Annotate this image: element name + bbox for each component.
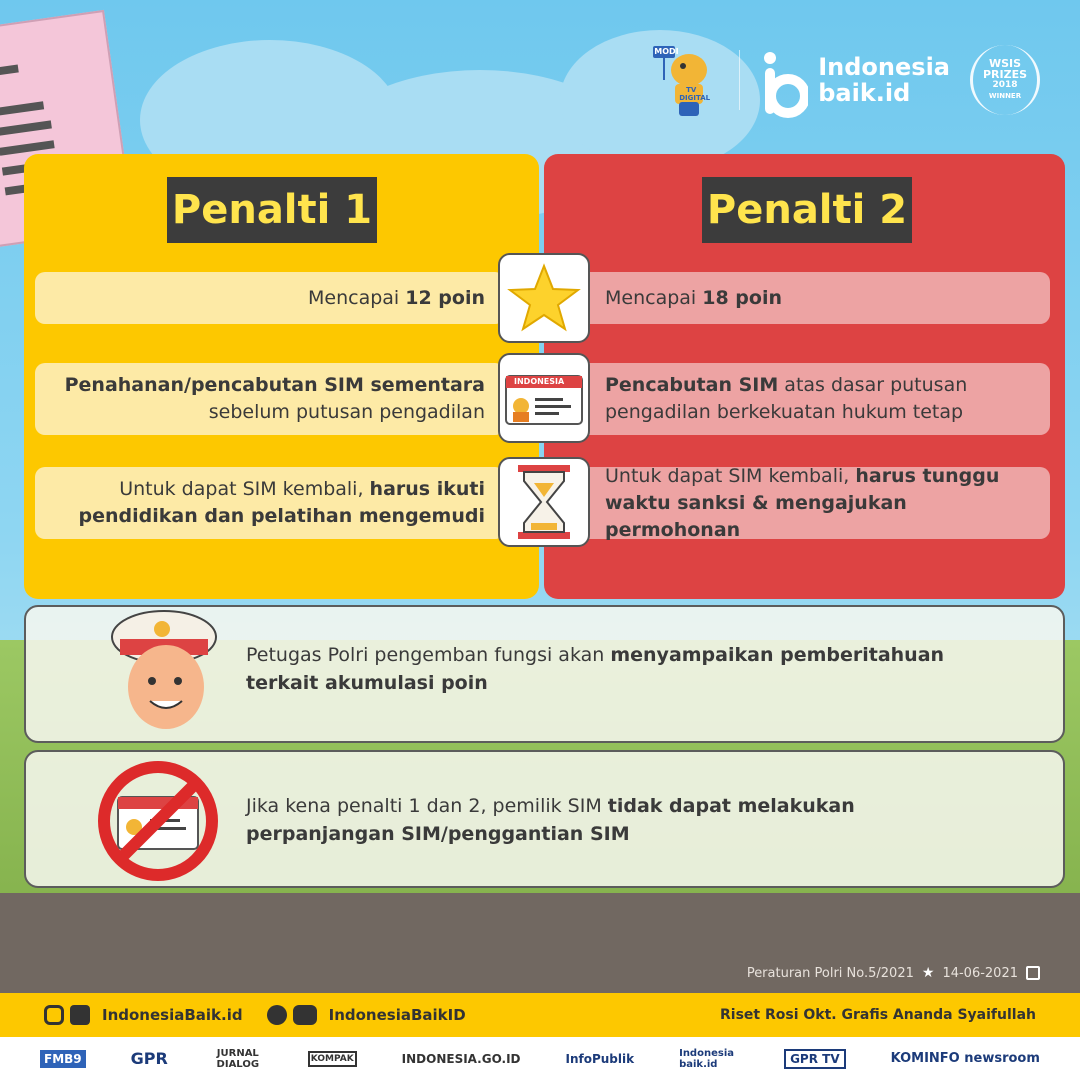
social-group-2 xyxy=(267,1005,466,1025)
row-bold-text: pendidikan dan pelatihan mengemudi xyxy=(78,505,485,527)
kompak-logo[interactable]: KOMPAK xyxy=(308,1051,357,1067)
sim-card-icon xyxy=(498,353,590,443)
row-text: Mencapai xyxy=(605,286,703,309)
ib-mark-icon xyxy=(760,50,808,110)
twitter-icon[interactable] xyxy=(267,1005,287,1025)
row-bold-text: waktu sanksi & mengajukan permohonan xyxy=(605,491,907,541)
penalti2-recover-row xyxy=(580,464,1050,541)
penalti2-sim-row xyxy=(580,363,1050,435)
kominfo-newsroom-logo[interactable]: KOMINFO newsroom xyxy=(890,1051,1040,1066)
jurnal-dialog-logo[interactable]: JURNAL DIALOG xyxy=(216,1047,260,1070)
youtube-icon[interactable] xyxy=(293,1005,317,1025)
row-text: Untuk dapat SIM kembali, xyxy=(119,478,370,500)
police-info-box xyxy=(24,605,1065,743)
info-bold-text: tidak dapat melakukan xyxy=(607,795,855,817)
penalti1-sim-row xyxy=(35,363,505,435)
info-text: Jika kena penalti 1 dan 2, pemilik SIM xyxy=(246,795,608,817)
brand-name-line1: Indonesia xyxy=(818,53,950,81)
indonesiabaik-small-logo[interactable]: Indonesia baik.id xyxy=(679,1047,734,1070)
hourglass-icon xyxy=(498,457,590,547)
penalti2-title: Penalti 2 xyxy=(702,177,912,243)
row-text: Untuk dapat SIM kembali, xyxy=(605,464,856,487)
row-bold-text: harus ikuti xyxy=(369,478,485,500)
row-bold-text: 12 poin xyxy=(405,286,485,309)
footer-social-bar xyxy=(0,993,1080,1037)
info-bold-text: menyampaikan pemberitahuan xyxy=(610,644,945,666)
row-bold-text: 18 poin xyxy=(702,286,782,309)
info-bold-text: perpanjangan SIM/penggantian SIM xyxy=(246,823,630,845)
gpr-logo[interactable]: GPR xyxy=(130,1049,168,1068)
penalti1-recover-row xyxy=(35,467,505,539)
sim-card-label: INDONESIA xyxy=(514,377,565,386)
mascot-logo xyxy=(649,40,719,120)
row-text: pengadilan berkekuatan hukum tetap xyxy=(605,401,964,423)
mascot-label: TV DIGITAL xyxy=(679,86,711,102)
award-line2: PRIZES xyxy=(982,68,1028,81)
credit-text: Riset Rosi Okt. Grafis Ananda Syaifullah xyxy=(720,1007,1036,1023)
calendar-icon xyxy=(1026,966,1040,980)
source-text: Peraturan Polri No.5/2021 xyxy=(746,965,914,981)
mascot-banner: MODI xyxy=(654,47,679,56)
social-handle-2[interactable]: IndonesiaBaikID xyxy=(328,1006,466,1024)
row-text: atas dasar putusan xyxy=(778,374,968,396)
brand-name-line2: baik.id xyxy=(818,79,911,107)
penalti2-points-row xyxy=(580,272,1050,324)
facebook-icon[interactable] xyxy=(70,1005,90,1025)
row-bold-text: Pencabutan SIM xyxy=(605,374,779,396)
prohibition-info-box xyxy=(24,750,1065,888)
penalti1-title: Penalti 1 xyxy=(167,177,377,243)
fmb9-logo[interactable]: FMB9 xyxy=(40,1050,86,1068)
police-info-text xyxy=(246,641,1003,697)
police-officer-icon xyxy=(106,597,226,737)
prohibition-info-text xyxy=(246,792,1003,848)
pin-icon: ★ xyxy=(921,965,935,981)
award-line3: 2018 xyxy=(992,80,1018,90)
gpr-tv-logo[interactable]: GPR TV xyxy=(784,1049,846,1069)
wsis-award-badge xyxy=(970,45,1040,115)
source-line xyxy=(747,965,1040,981)
row-text: sebelum putusan pengadilan xyxy=(208,401,485,423)
award-line1: WSIS xyxy=(988,57,1022,70)
footer-logos xyxy=(0,1037,1080,1080)
prohibited-sim-icon xyxy=(94,757,222,885)
source-date: 14-06-2021 xyxy=(942,965,1018,981)
info-bold-text: terkait akumulasi poin xyxy=(246,672,488,694)
header-logos xyxy=(649,40,1040,120)
infopublik-logo[interactable]: InfoPublik xyxy=(565,1051,635,1066)
row-bold-text: Penahanan/pencabutan SIM sementara xyxy=(64,374,485,396)
instagram-icon[interactable] xyxy=(44,1005,64,1025)
info-text: Petugas Polri pengemban fungsi akan xyxy=(246,644,611,666)
award-line4: WINNER xyxy=(988,92,1022,100)
social-handle-1[interactable]: IndonesiaBaik.id xyxy=(102,1006,243,1024)
social-group-1 xyxy=(44,1005,243,1025)
logo-divider xyxy=(739,50,740,110)
row-bold-text: harus tunggu xyxy=(855,464,1000,487)
star-icon xyxy=(498,253,590,343)
indonesia-go-id-logo[interactable]: INDONESIA.GO.ID xyxy=(401,1051,521,1066)
indonesiabaik-logo xyxy=(760,50,950,110)
row-text: Mencapai xyxy=(308,286,406,309)
penalti1-points-row xyxy=(35,272,505,324)
